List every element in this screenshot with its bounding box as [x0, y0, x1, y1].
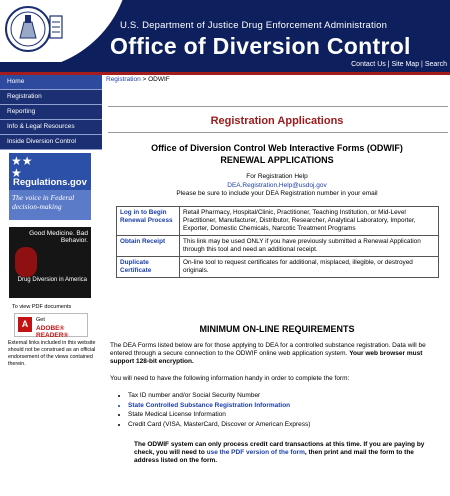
- odwif-heading: Office of Diversion Control Web Interactive Forms (ODWIF): [151, 143, 403, 153]
- requirements-intro: [110, 342, 446, 367]
- sidebar: [0, 75, 102, 496]
- duplicate-certificate-link[interactable]: Duplicate Certificate: [117, 257, 180, 278]
- help-label: For Registration Help: [246, 173, 308, 180]
- encryption-note: Your web browser must support 128-bit encryption.: [110, 350, 423, 366]
- regulations-gov-banner[interactable]: [9, 153, 91, 190]
- requirements-list: [118, 391, 448, 429]
- login-renewal-description: Retail Pharmacy, Hospital/Clinic, Practitioner, Teaching Institution, or Mid-Level Practitioner, Manufacturer, Distributor, Researcher, Analytical Laboratory, Importer, Exporter, Domestic Chemicals, Narcotic Treatment Programs: [180, 207, 439, 236]
- drug-banner-top-text: Good Medicine. Bad Behavior.: [29, 230, 88, 244]
- list-item: • Tax ID number and/or Social Security Number: [128, 391, 448, 401]
- pill-icon: [15, 247, 37, 277]
- list-item: • State Medical License Information: [128, 410, 448, 420]
- cc-note-text: The ODWIF system can only process credit card transactions at this time. If you are paying by check, you will need to: [134, 441, 425, 457]
- obtain-receipt-description: This link may be used ONLY if you have previously submitted a Renewal Application through this tool and need an additional receipt.: [180, 236, 439, 257]
- breadcrumb-current: > ODWIF: [140, 76, 170, 83]
- state-cs-registration-link[interactable]: • State Controlled Substance Registration Information: [128, 401, 448, 411]
- help-email-link[interactable]: DEA.Registration.Help@usdoj.gov: [227, 181, 327, 189]
- site-title: Office of Diversion Control: [110, 33, 411, 59]
- page-title: Registration Applications: [210, 115, 344, 127]
- min-requirements-heading: MINIMUM ON-LINE REQUIREMENTS: [199, 324, 355, 334]
- sidebar-item-reporting[interactable]: Reporting: [0, 105, 102, 120]
- sidebar-item-info-legal[interactable]: Info & Legal Resources: [0, 120, 102, 135]
- requirements-intro-text: The DEA Forms listed below are for those applying to DEA for a controlled substance registration. Data will be entered through a secure connection to the ODWIF online web application system.: [110, 342, 426, 358]
- title-divider: [108, 132, 448, 133]
- adobe-logo-icon: A: [18, 317, 32, 332]
- regulations-tagline: The voice in Federal decision-making: [12, 193, 75, 211]
- sidebar-item-inside-diversion[interactable]: Inside Diversion Control: [0, 135, 102, 150]
- site-map-link[interactable]: Site Map: [391, 61, 420, 68]
- help-note: Please be sure to include your DEA Registration number in your email: [176, 190, 378, 197]
- adobe-get-label: Get: [36, 317, 45, 323]
- renewal-heading: RENEWAL APPLICATIONS: [220, 155, 334, 165]
- search-link[interactable]: Search: [424, 61, 447, 68]
- top-nav-bar: [0, 62, 450, 72]
- sidebar-item-registration[interactable]: Registration: [0, 90, 102, 105]
- cc-note-text-end: , then print and mail the form to the address listed on the form.: [134, 449, 414, 465]
- application-options-table: [116, 206, 439, 278]
- drug-diversion-banner[interactable]: [9, 227, 91, 298]
- site-header: [0, 0, 450, 62]
- stars-icon: ★★ ★: [11, 154, 33, 180]
- dea-seal-icon: [4, 2, 66, 56]
- registration-help: [104, 173, 450, 199]
- main-content: [104, 75, 450, 496]
- login-renewal-link[interactable]: Log in to Begin Renewal Process: [117, 207, 180, 236]
- get-adobe-reader-button[interactable]: [14, 313, 88, 337]
- breadcrumb: [106, 76, 170, 83]
- table-row: [117, 207, 439, 236]
- contact-us-link[interactable]: Contact Us: [351, 61, 386, 68]
- top-divider: [108, 106, 448, 107]
- agency-name: U.S. Department of Justice Drug Enforcement Administration: [120, 20, 388, 31]
- table-row: [117, 257, 439, 278]
- breadcrumb-registration-link[interactable]: Registration: [106, 76, 141, 83]
- drug-banner-bottom-text: Drug Diversion in America: [17, 277, 87, 283]
- obtain-receipt-link[interactable]: Obtain Receipt: [117, 236, 180, 257]
- requirements-info-note: You will need to have the following information handy in order to complete the form:: [110, 375, 350, 382]
- external-links-disclaimer: External links included in this website should not be construed as an official endorsement of the views contained therein.: [8, 340, 96, 367]
- list-item: • Credit Card (VISA, MasterCard, Discover or American Express): [128, 420, 448, 430]
- duplicate-certificate-description: On-line tool to request certificates for additional, misplaced, illegible, or destroyed originals.: [180, 257, 439, 278]
- sidebar-item-home[interactable]: Home: [0, 75, 102, 90]
- pdf-note: To view PDF documents: [12, 304, 72, 310]
- regulations-gov-label: Regulations.gov: [13, 177, 87, 188]
- table-row: [117, 236, 439, 257]
- regulations-tagline-banner[interactable]: [9, 190, 91, 220]
- pdf-form-link[interactable]: use the PDF version of the form: [206, 449, 305, 457]
- credit-card-note: [134, 441, 439, 466]
- adobe-reader-label: ADOBE® READER®: [36, 325, 69, 339]
- top-links: Contact Us | Site Map | Search: [351, 61, 447, 68]
